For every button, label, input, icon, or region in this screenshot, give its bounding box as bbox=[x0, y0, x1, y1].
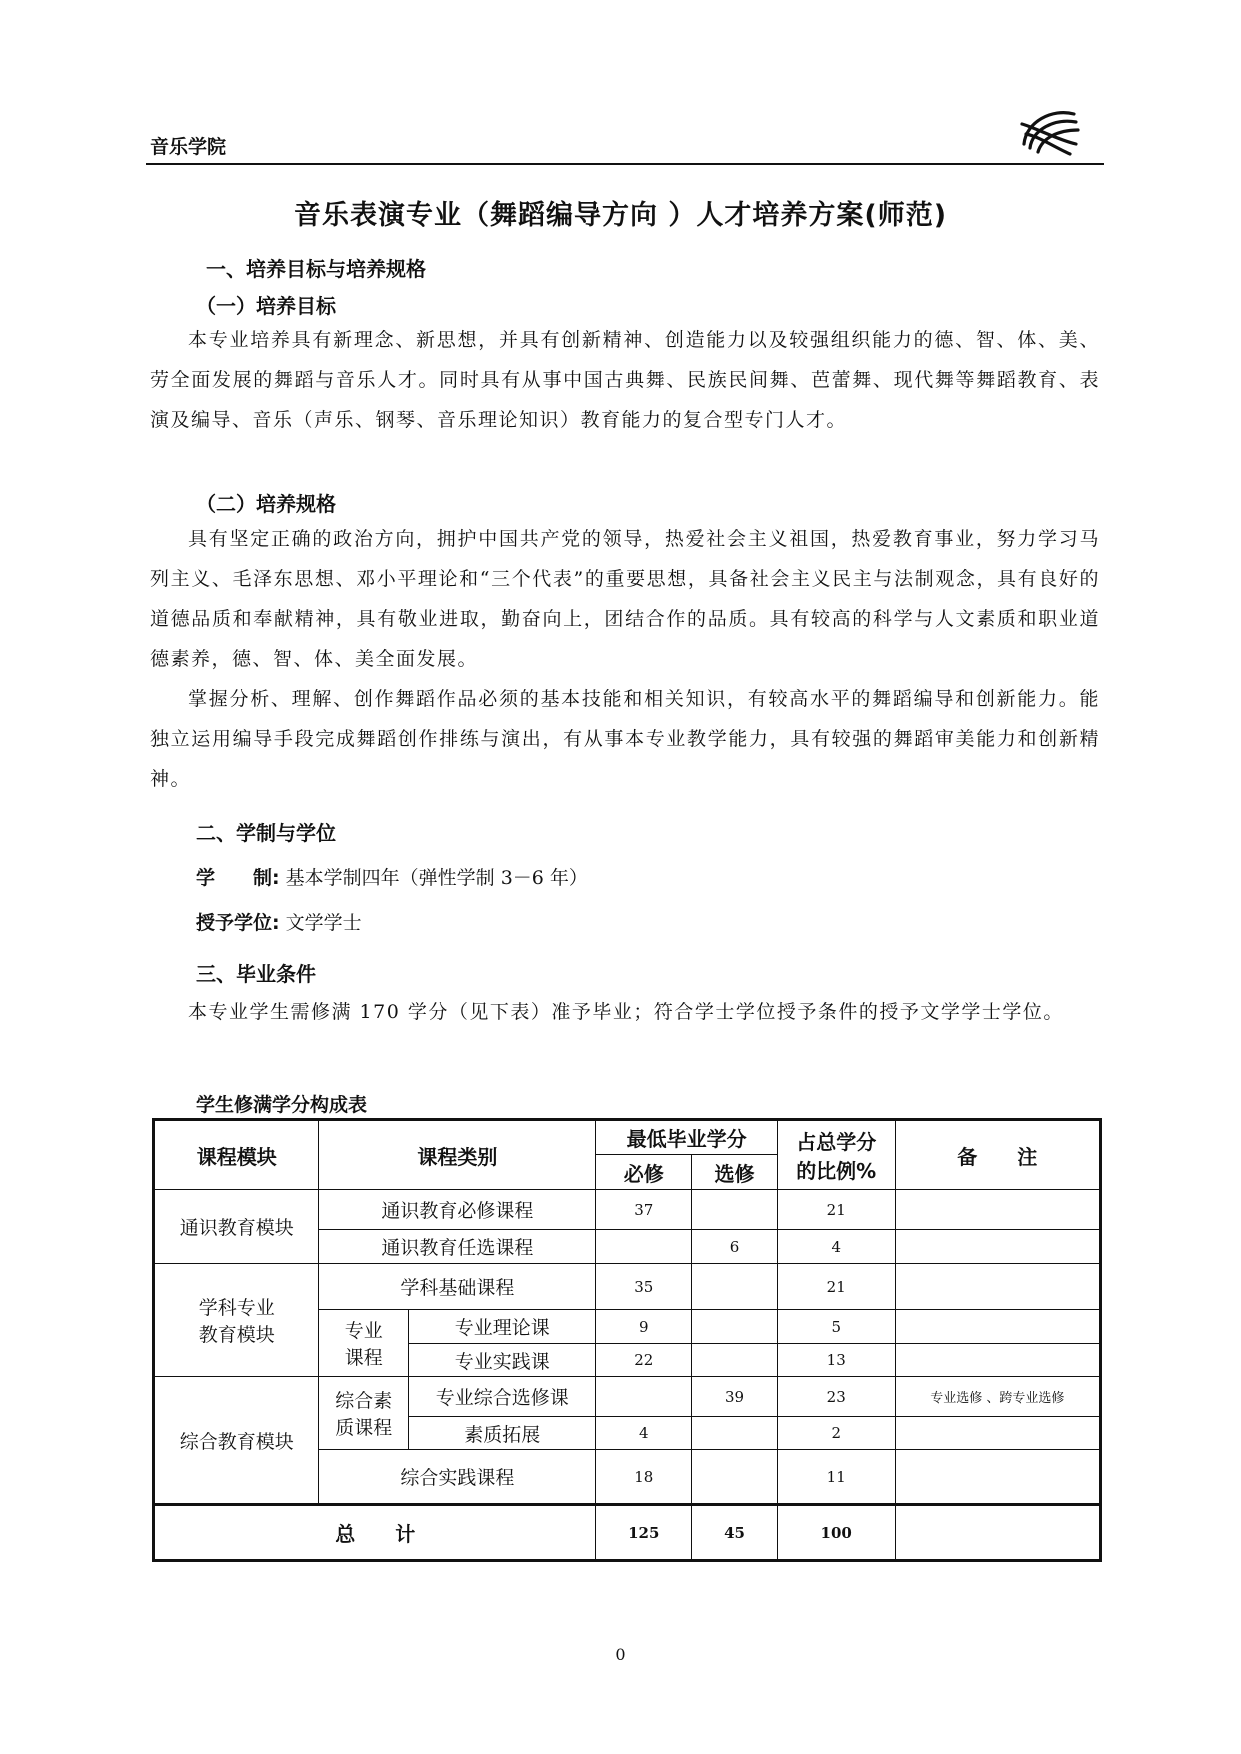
section2-heading: 二、学制与学位 bbox=[196, 821, 336, 845]
credit-ratio: 23 bbox=[777, 1377, 895, 1417]
module-zonghe: 综合教育模块 bbox=[154, 1377, 319, 1505]
xuezhi-label: 学 制: bbox=[196, 867, 280, 889]
course-name: 专业综合选修课 bbox=[409, 1377, 596, 1417]
group-zhuanye-line1: 专业 bbox=[344, 1320, 383, 1342]
total-note bbox=[895, 1505, 1100, 1561]
credit-ratio: 5 bbox=[777, 1310, 895, 1344]
group-zhuanye bbox=[319, 1310, 409, 1377]
credit-ratio: 21 bbox=[777, 1264, 895, 1310]
module-tongshi: 通识教育模块 bbox=[154, 1190, 319, 1264]
elective-credits: 39 bbox=[692, 1377, 778, 1417]
total-ratio: 100 bbox=[777, 1505, 895, 1561]
xuezhi-row bbox=[196, 863, 588, 890]
elective-credits bbox=[692, 1450, 778, 1505]
credit-ratio: 2 bbox=[777, 1417, 895, 1450]
module-xueke-line1: 学科专业 bbox=[198, 1297, 275, 1319]
graduation-paragraph: 本专业学生需修满 170 学分（见下表）准予毕业；符合学士学位授予条件的授予文学学士学位。 bbox=[188, 1001, 1064, 1023]
header-department: 音乐学院 bbox=[150, 136, 227, 158]
header-rule bbox=[146, 163, 1104, 165]
header-ratio bbox=[777, 1120, 895, 1190]
header-ratio-line1: 占总学分 bbox=[796, 1130, 877, 1154]
training-goal-paragraph: 本专业培养具有新理念、新思想，并具有创新精神、创造能力以及较强组织能力的德、智、体、美、劳全面发展的舞蹈与音乐人才。同时具有从事中国古典舞、民族民间舞、芭蕾舞、现代舞等舞蹈教育、表演及编导、音乐（声乐、钢琴、音乐理论知识）教育能力的复合型专门人才。 bbox=[150, 329, 1100, 431]
row-note bbox=[895, 1417, 1100, 1450]
degree-row bbox=[196, 908, 362, 935]
credit-ratio: 21 bbox=[777, 1190, 895, 1230]
table-row bbox=[154, 1264, 1101, 1310]
table-row bbox=[154, 1377, 1101, 1417]
module-xueke bbox=[154, 1264, 319, 1377]
module-xueke-line2: 教育模块 bbox=[198, 1324, 275, 1346]
header-module: 课程模块 bbox=[154, 1120, 319, 1190]
header-required: 必修 bbox=[596, 1155, 692, 1190]
header-category: 课程类别 bbox=[319, 1120, 596, 1190]
course-name: 专业实践课 bbox=[409, 1344, 596, 1377]
credit-ratio: 4 bbox=[777, 1230, 895, 1264]
header-note: 备 注 bbox=[895, 1120, 1100, 1190]
elective-credits bbox=[692, 1264, 778, 1310]
required-credits bbox=[596, 1230, 692, 1264]
required-credits: 35 bbox=[596, 1264, 692, 1310]
row-note bbox=[895, 1344, 1100, 1377]
section3-heading: 三、毕业条件 bbox=[196, 962, 316, 986]
header-ratio-line2: 的比例% bbox=[796, 1159, 877, 1183]
credit-ratio: 11 bbox=[777, 1450, 895, 1505]
header-min-credits: 最低毕业学分 bbox=[596, 1120, 777, 1155]
required-credits: 18 bbox=[596, 1450, 692, 1505]
total-elective: 45 bbox=[692, 1505, 778, 1561]
document-title: 音乐表演专业（舞蹈编导方向 ）人才培养方案(师范) bbox=[293, 200, 948, 231]
row-note bbox=[895, 1190, 1100, 1230]
elective-credits bbox=[692, 1310, 778, 1344]
header-elective: 选修 bbox=[692, 1155, 778, 1190]
row-note bbox=[895, 1310, 1100, 1344]
section1-sub1-heading: （一）培养目标 bbox=[196, 294, 336, 318]
university-logo-icon bbox=[1018, 100, 1082, 160]
elective-credits: 6 bbox=[692, 1230, 778, 1264]
row-note bbox=[895, 1230, 1100, 1264]
table-caption: 学生修满学分构成表 bbox=[196, 1094, 368, 1116]
group-zhuanye-line2: 课程 bbox=[344, 1347, 383, 1369]
required-credits: 22 bbox=[596, 1344, 692, 1377]
required-credits: 9 bbox=[596, 1310, 692, 1344]
degree-value: 文学学士 bbox=[285, 912, 362, 934]
total-label: 总 计 bbox=[154, 1505, 596, 1561]
required-credits: 37 bbox=[596, 1190, 692, 1230]
total-required: 125 bbox=[596, 1505, 692, 1561]
table-total-row bbox=[154, 1505, 1101, 1561]
group-suzhi-line2: 质课程 bbox=[335, 1417, 393, 1439]
row-note: 专业选修 、跨专业选修 bbox=[895, 1377, 1100, 1417]
row-note bbox=[895, 1264, 1100, 1310]
table-row bbox=[154, 1190, 1101, 1230]
course-name: 素质拓展 bbox=[409, 1417, 596, 1450]
elective-credits bbox=[692, 1190, 778, 1230]
credits-table bbox=[152, 1118, 1102, 1562]
required-credits: 4 bbox=[596, 1417, 692, 1450]
course-name: 综合实践课程 bbox=[319, 1450, 596, 1505]
course-name: 通识教育必修课程 bbox=[319, 1190, 596, 1230]
row-note bbox=[895, 1450, 1100, 1505]
elective-credits bbox=[692, 1417, 778, 1450]
group-suzhi bbox=[319, 1377, 409, 1450]
required-credits bbox=[596, 1377, 692, 1417]
degree-label: 授予学位: bbox=[196, 912, 280, 934]
section1-heading: 一、培养目标与培养规格 bbox=[206, 257, 426, 281]
section1-sub2-heading: （二）培养规格 bbox=[196, 492, 336, 516]
xuezhi-value: 基本学制四年（弹性学制 3－6 年） bbox=[285, 867, 588, 889]
page-number: 0 bbox=[615, 1645, 626, 1664]
training-spec-paragraph-2: 掌握分析、理解、创作舞蹈作品必须的基本技能和相关知识，有较高水平的舞蹈编导和创新能力。能独立运用编导手段完成舞蹈创作排练与演出，有从事本专业教学能力，具有较强的舞蹈审美能力和创新精神。 bbox=[150, 688, 1100, 790]
course-name: 专业理论课 bbox=[409, 1310, 596, 1344]
course-name: 学科基础课程 bbox=[319, 1264, 596, 1310]
elective-credits bbox=[692, 1344, 778, 1377]
group-suzhi-line1: 综合素 bbox=[335, 1390, 393, 1412]
course-name: 通识教育任选课程 bbox=[319, 1230, 596, 1264]
credit-ratio: 13 bbox=[777, 1344, 895, 1377]
training-spec-paragraph-1: 具有坚定正确的政治方向，拥护中国共产党的领导，热爱社会主义祖国，热爱教育事业，努力学习马列主义、毛泽东思想、邓小平理论和“三个代表”的重要思想，具备社会主义民主与法制观念，具有良好的道德品质和奉献精神，具有敬业进取，勤奋向上，团结合作的品质。具有较高的科学与人文素质和职业道德素养，德、智、体、美全面发展。 bbox=[150, 528, 1100, 670]
